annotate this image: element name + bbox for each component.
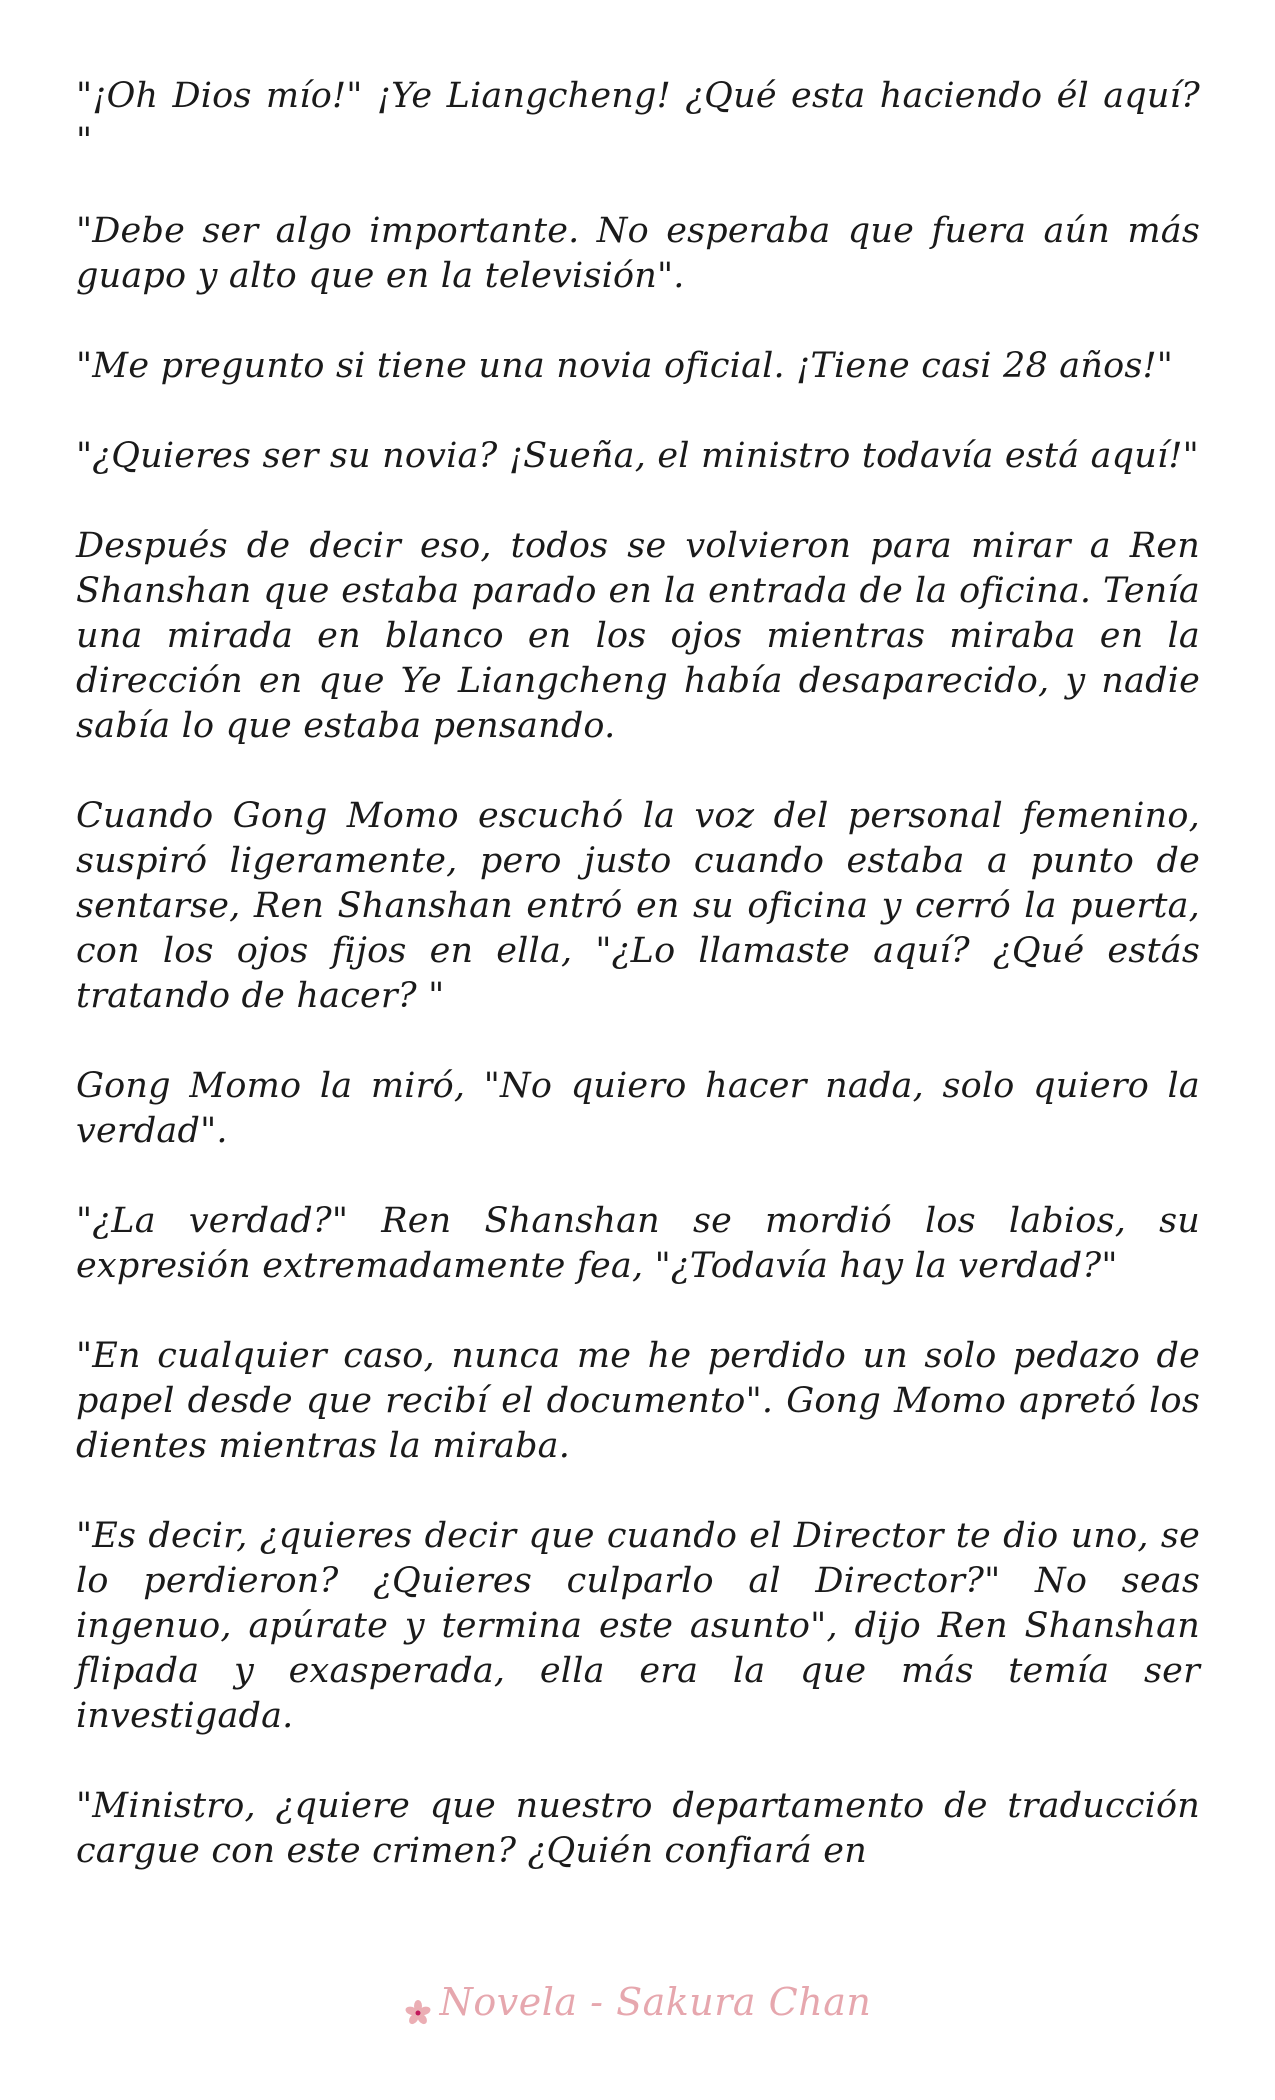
watermark xyxy=(0,1980,1275,2024)
paragraph-2: "Debe ser algo importante. No esperaba que fuera aún más guapo y alto que en la televisión". xyxy=(76,211,1200,296)
watermark-text: Novela - Sakura Chan xyxy=(439,1980,872,2024)
chapter-text xyxy=(76,74,1200,1874)
paragraph-5: Después de decir eso, todos se volvieron para mirar a Ren Shanshan que estaba parado en la entrada de la oficina. Tenía una mirada en blanco en los ojos mientras miraba en la dirección en que Ye Liangcheng había desaparecido, y nadie sabía lo que estaba pensando. xyxy=(76,526,1200,746)
sakura-flower-icon xyxy=(404,1992,432,2020)
paragraph-4: "¿Quieres ser su novia? ¡Sueña, el ministro todavía está aquí!" xyxy=(76,436,1199,476)
paragraph-11: "Ministro, ¿quiere que nuestro departamento de traducción cargue con este crimen? ¿Quién confiará en xyxy=(76,1786,1200,1871)
paragraph-8: "¿La verdad?" Ren Shanshan se mordió los labios, su expresión extremadamente fea, "¿Todavía hay la verdad?" xyxy=(76,1201,1200,1286)
paragraph-6: Cuando Gong Momo escuchó la voz del personal femenino, suspiró ligeramente, pero justo cuando estaba a punto de sentarse, Ren Shanshan entró en su oficina y cerró la puerta, con los ojos fijos en ella, "¿Lo llamaste aquí? ¿Qué estás tratando de hacer? " xyxy=(76,796,1200,1016)
paragraph-9: "En cualquier caso, nunca me he perdido un solo pedazo de papel desde que recibí el documento". Gong Momo apretó los dientes mientras la miraba. xyxy=(76,1336,1200,1466)
paragraph-10: "Es decir, ¿quieres decir que cuando el Director te dio uno, se lo perdieron? ¿Quieres culparlo al Director?" No seas ingenuo, apúrate y termina este asunto", dijo Ren Shanshan flipada y exasperada, ella era la que más temía ser investigada. xyxy=(76,1516,1200,1736)
paragraph-1: "¡Oh Dios mío!" ¡Ye Liangcheng! ¿Qué esta haciendo él aquí? " xyxy=(76,76,1200,161)
paragraph-3: "Me pregunto si tiene una novia oficial. ¡Tiene casi 28 años!" xyxy=(76,346,1174,386)
paragraph-7: Gong Momo la miró, "No quiero hacer nada, solo quiero la verdad". xyxy=(76,1066,1200,1151)
